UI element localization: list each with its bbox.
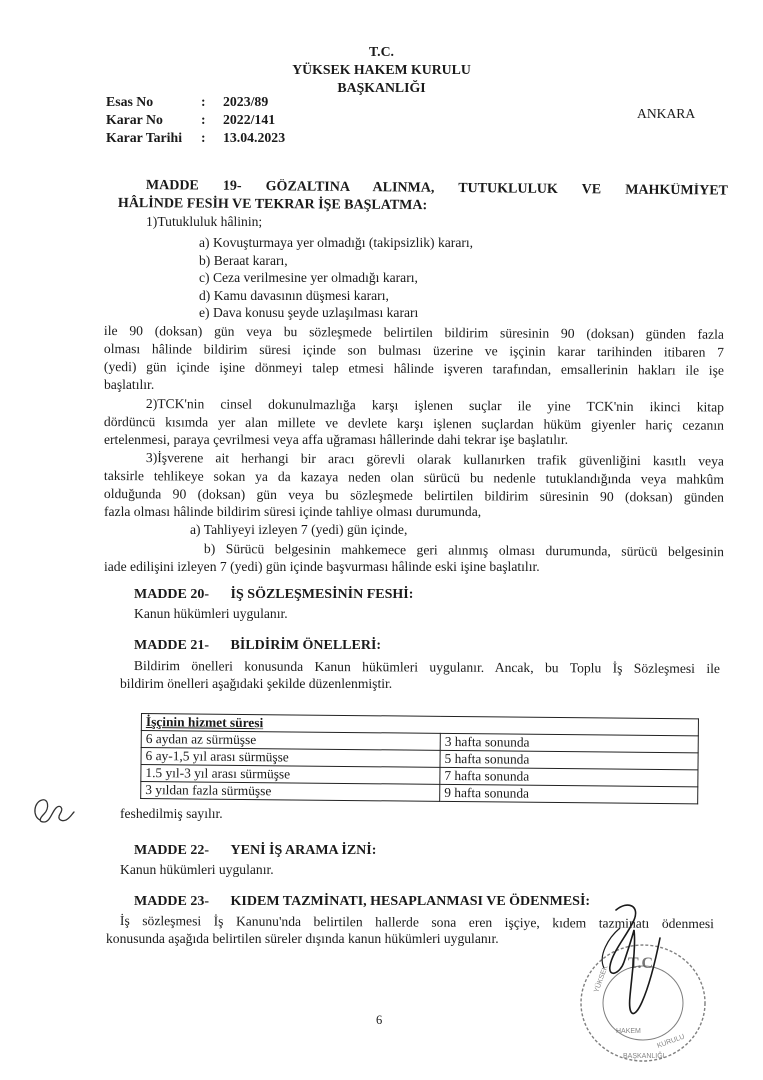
meta-colon: : bbox=[201, 112, 206, 127]
table-cell-notice: 5 hafta sonunda bbox=[440, 750, 698, 769]
m19-p3-item-b-1: b) Sürücü belgesinin mahkemece geri alınmış olması durumunda, sürücü belgesinin bbox=[203, 541, 724, 560]
table-cell-duration: 6 ay-1,5 yıl arası sürmüşse bbox=[141, 748, 440, 768]
m21-body-2: bildirim önelleri aşağıdaki şekilde düzenlenmiştir. bbox=[120, 676, 393, 691]
m23-title: KIDEM TAZMİNATI, HESAPLANMASI VE ÖDENMESİ: bbox=[230, 894, 591, 909]
m19-p1-item-e: e) Dava konusu şeyde uzlaşılması kararı bbox=[199, 305, 419, 320]
header-presidency: BAŞKANLIĞI bbox=[337, 80, 426, 95]
m19-p1-body-2: olması hâlinde bildirim süresi içinde son bulması üzerine ve işçinin karar tarihinden itibaren 7 bbox=[103, 341, 724, 360]
m22-title: YENİ İŞ ARAMA İZNİ: bbox=[230, 843, 377, 858]
m19-p1-item-a: a) Kovuşturmaya yer olmadığı (takipsizlik) kararı, bbox=[199, 235, 474, 250]
header-tc: T.C. bbox=[368, 44, 395, 59]
notice-period-table bbox=[140, 713, 699, 804]
svg-text:BAŞKANLIĞI: BAŞKANLIĞI bbox=[623, 1053, 665, 1060]
svg-text:YÜKSEK: YÜKSEK bbox=[593, 964, 610, 994]
m19-p1-item-d: d) Kamu davasının düşmesi kararı, bbox=[199, 288, 389, 303]
m21-heading bbox=[134, 638, 381, 654]
m23-body-1: İş sözleşmesi İş Kanunu'nda belirtilen hallerde sona eren işçiye, kıdem tazminatı ödenmesi bbox=[119, 913, 714, 932]
m23-heading bbox=[134, 894, 590, 910]
m20-number: MADDE 20- bbox=[134, 587, 210, 602]
m19-title-line2: HÂLİNDE FESİH VE TEKRAR İŞE BAŞLATMA: bbox=[117, 196, 428, 214]
meta-colon: : bbox=[201, 130, 206, 145]
m21-after-table: feshedilmiş sayılır. bbox=[120, 806, 223, 821]
meta-karar-row bbox=[106, 112, 275, 128]
m20-heading bbox=[134, 587, 413, 603]
svg-text:T.C: T.C bbox=[628, 955, 654, 972]
table-cell-notice: 9 hafta sonunda bbox=[440, 784, 698, 803]
m19-p1-body-1: ile 90 (doksan) gün veya bu sözleşmede belirtilen bildirim süresinin 90 (doksan) günden fazla bbox=[103, 323, 724, 342]
m19-p3-item-a: a) Tahliyeyi izleyen 7 (yedi) gün içinde, bbox=[190, 522, 408, 537]
m21-title: BİLDİRİM ÖNELLERİ: bbox=[230, 638, 382, 653]
m19-p3-line-3: olduğunda 90 (doksan) gün veya bu sözleşmede belirtilen bildirim süresinin 90 (doksan) günden bbox=[103, 486, 724, 505]
m20-title: İŞ SÖZLEŞMESİNİN FESHİ: bbox=[230, 587, 414, 602]
svg-text:KURULU: KURULU bbox=[656, 1033, 686, 1050]
m19-title-line1: MADDE 19- GÖZALTINA ALINMA, TUTUKLULUK VE MAHKÛMİYET bbox=[145, 178, 728, 199]
table-cell-notice: 3 hafta sonunda bbox=[440, 733, 698, 752]
m23-body-2: konusunda aşağıda belirtilen süreler dışında kanun hükümleri uygulanır. bbox=[106, 931, 499, 946]
m19-p1-body-3: (yedi) gün içinde işine dönmeyi talep etmesi hâlinde işveren tarafından, emsallerinin hakları ile işe bbox=[103, 359, 724, 378]
table-cell-duration: 6 aydan az sürmüşse bbox=[141, 731, 440, 751]
m22-heading bbox=[134, 843, 376, 859]
m19-p1-body-4: başlatılır. bbox=[104, 377, 155, 392]
table-cell-notice: 7 hafta sonunda bbox=[440, 767, 698, 786]
svg-text:HAKEM: HAKEM bbox=[616, 1028, 641, 1035]
m19-p3-line-4: fazla olması hâlinde bildirim süresi içinde tahliye olması durumunda, bbox=[104, 504, 482, 519]
meta-tarih-row bbox=[106, 130, 285, 146]
m22-body: Kanun hükümleri uygulanır. bbox=[120, 862, 274, 877]
m19-p1-item-c: c) Ceza verilmesine yer olmadığı kararı, bbox=[199, 270, 418, 285]
page-number: 6 bbox=[376, 1013, 383, 1027]
table-cell-duration: 1.5 yıl-3 yıl arası sürmüşse bbox=[141, 765, 440, 785]
table-cell-duration: 3 yıldan fazla sürmüşse bbox=[141, 782, 440, 802]
meta-karar-value: 2022/141 bbox=[223, 112, 276, 127]
m19-p3-line-2: taksirle tehlikeye sokan ya da kazaya neden olan sürücü bu nedenle tutuklandığında veya mahkûm bbox=[103, 468, 724, 487]
meta-colon: : bbox=[201, 94, 206, 109]
header-city: ANKARA bbox=[637, 106, 696, 121]
m19-p3-line-1: 3)İşverene ait herhangi bir aracı görevli olarak kullanırken trafik güvenliğini kasıtlı veya bbox=[145, 450, 724, 469]
m23-number: MADDE 23- bbox=[134, 894, 210, 909]
m20-body: Kanun hükümleri uygulanır. bbox=[134, 606, 288, 621]
m19-p2-line-3: ertelenmesi, paraya çevrilmesi veya affa uğraması hâllerinde dahi tekrar işe başlatılır. bbox=[104, 432, 568, 447]
meta-tarih-value: 13.04.2023 bbox=[223, 130, 286, 145]
m19-p1-intro: 1)Tutukluluk hâlinin; bbox=[146, 214, 263, 229]
handwritten-initials bbox=[30, 790, 78, 828]
m21-number: MADDE 21- bbox=[134, 638, 210, 653]
table-header-cell: İşçinin hizmet süresi bbox=[141, 714, 698, 736]
meta-tarih-label: Karar Tarihi bbox=[106, 130, 183, 145]
official-seal-stamp bbox=[568, 898, 718, 1068]
meta-esas-row bbox=[106, 94, 268, 110]
m19-p1-item-b: b) Beraat kararı, bbox=[199, 253, 288, 268]
header-institution: YÜKSEK HAKEM KURULU bbox=[292, 62, 471, 77]
m22-number: MADDE 22- bbox=[134, 843, 210, 858]
m21-body-1: Bildirim önelleri konusunda Kanun hükümleri uygulanır. Ancak, bu Toplu İş Sözleşmesi ile bbox=[133, 658, 720, 677]
meta-esas-value: 2023/89 bbox=[223, 94, 269, 109]
meta-karar-label: Karar No bbox=[106, 112, 163, 127]
meta-esas-label: Esas No bbox=[106, 94, 154, 109]
m19-p3-item-b-2: iade edilişini izleyen 7 (yedi) gün içinde başvurması hâlinde eski işine başlatılır. bbox=[104, 559, 540, 574]
m19-p2-line-2: dördüncü kısımda yer alan millete ve devlete karşı işlenen suçlardan hüküm giyenler hariç cezanın bbox=[103, 414, 724, 433]
m19-p2-line-1: 2)TCK'nin cinsel dokunulmazlığa karşı işlenen suçlar ile yine TCK'nin ikinci kitap bbox=[145, 396, 724, 415]
